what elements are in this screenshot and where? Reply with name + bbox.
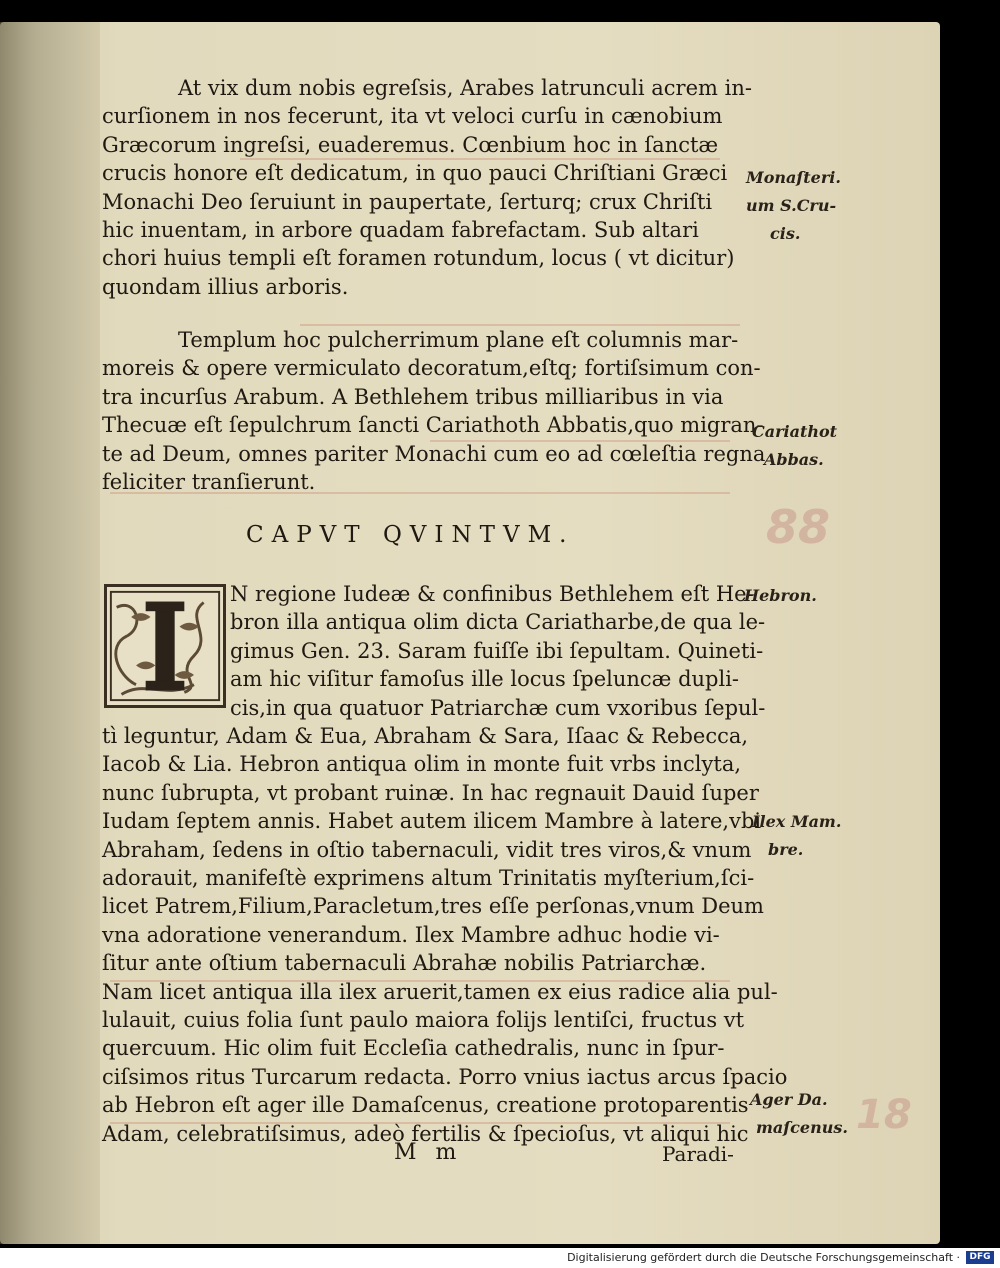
margin-line: Cariathot [752,422,838,441]
text-line: Thecuæ eſt ſepulchrum ſancti Cariathoth Abbatis,quo migran- [102,413,764,438]
text-line: feliciter tranſierunt. [102,470,316,495]
margin-line: um S.Cru- [746,196,837,215]
text-line: bron illa antiqua olim dicta Cariatharbe,de qua le- [230,610,766,635]
text-line: Monachi Deo ſeruiunt in paupertate, ſerturq; crux Chriſti [102,189,713,214]
text-line: Adam, celebratiſsimus, adeò fertilis & ſpecioſus, vt aliqui hic [102,1121,749,1146]
text-line: vna adoratione venerandum. Ilex Mambre adhuc hodie vi- [102,922,720,947]
margin-line: Monaſteri. [746,168,841,187]
text-line: N regione Iudeæ & confinibus Bethlehem eſt He- [230,582,754,606]
margin-note-cariathot [752,418,837,474]
margin-note-ager-damascenus [750,1086,848,1142]
text-line: quondam illius arboris. [102,274,349,299]
text-line: te ad Deum, omnes pariter Monachi cum eo ad cœleſtia regna [102,441,766,466]
margin-note-ilex-mambre [752,808,841,864]
text-line: tra incurſus Arabum. A Bethlehem tribus milliaribus in via [102,384,724,409]
dfg-logo-icon[interactable]: DFG [966,1251,994,1264]
text-line: am hic viſitur famoſus ille locus ſpeluncæ dupli- [230,667,740,692]
paragraph-3-body [102,722,787,1148]
decorated-initial-i-icon [104,584,226,708]
text-line: quercuum. Hic olim fuit Eccleſia cathedralis, nunc in ſpur- [102,1036,725,1061]
text-line: ciſsimos ritus Turcarum redacta. Porro vnius iactus arcus ſpacio [102,1064,788,1089]
text-line: cis,in qua quatuor Patriarchæ cum vxoribus ſepul- [230,695,766,720]
footer-bar [0,1248,1000,1268]
margin-note-hebron [744,582,817,610]
text-line: Nam licet antiqua illa ilex aruerit,tamen ex eius radice alia pul- [102,979,778,1004]
text-line: adorauit, manifeſtè exprimens altum Trinitatis myſterium,ſci- [102,866,755,891]
margin-line: cis. [770,224,801,243]
text-line: chori huius templi eſt foramen rotundum, locus ( vt dicitur) [102,246,735,271]
paragraph-3-lead [230,580,765,722]
margin-line: Ilex Mam. [752,812,842,831]
margin-line: bre. [768,840,804,859]
text-line: Templum hoc pulcherrimum plane eſt columnis mar- [178,328,739,352]
text-line: Iacob & Lia. Hebron antiqua olim in monte fuit vrbs inclyta, [102,752,742,777]
text-line: Abraham, ſedens in oſtio tabernaculi, vidit tres viros,& vnum [102,837,752,862]
text-line: hic inuentam, in arbore quadam fabrefactam. Sub altari [102,218,699,243]
faded-stamp-mark: 18 [856,1092,912,1138]
text-line: lulauit, cuius folia ſunt paulo maiora folijs lentiſci, fructus vt [102,1008,745,1033]
text-line: moreis & opere vermiculato decoratum,eſtq; fortiſsimum con- [102,356,761,381]
paragraph-1 [102,74,752,301]
text-line: Græcorum ingreſsi, euaderemus. Cœnbium hoc in ſanctæ [102,132,719,157]
faded-stamp-mark: 88 [766,500,831,554]
book-page [0,22,940,1244]
catchword: Paradi- [662,1142,734,1166]
chapter-heading: CAPVT QVINTVM. [246,522,575,548]
signature-mark: M m [394,1140,463,1165]
footer-credit: Digitalisierung gefördert durch die Deutsche Forschungsgemeinschaft · [567,1251,960,1264]
text-line: crucis honore eſt dedicatum, in quo pauci Chriſtiani Græci [102,161,728,186]
text-line: gimus Gen. 23. Saram fuiſſe ibi ſepultam. Quineti- [230,638,764,663]
margin-line: Ager Da. [750,1090,828,1109]
text-line: curſionem in nos fecerunt, ita vt veloci curſu in cænobium [102,104,723,129]
text-line: ab Hebron eſt ager ille Damaſcenus, creatione protoparentis [102,1093,749,1118]
margin-line: Abbas. [764,450,824,469]
page-spine-shadow [0,22,100,1244]
paragraph-2 [102,326,765,496]
margin-line: Hebron. [744,586,817,605]
text-line: tì leguntur, Adam & Eua, Abraham & Sara, Iſaac & Rebecca, [102,724,749,748]
margin-line: maſcenus. [756,1118,848,1137]
text-line: Iudam ſeptem annis. Habet autem ilicem Mambre à latere,vbi [102,809,762,834]
text-line: At vix dum nobis egreſsis, Arabes latrunculi acrem in- [178,76,752,100]
text-line: licet Patrem,Filium,Paracletum,tres eſſe perſonas,vnum Deum [102,894,764,919]
text-line: nunc ſubrupta, vt probant ruinæ. In hac regnauit Dauid ſuper [102,780,759,805]
margin-note-monasterium [746,164,841,248]
text-line: ſitur ante oſtium tabernaculi Abrahæ nobilis Patriarchæ. [102,951,707,976]
